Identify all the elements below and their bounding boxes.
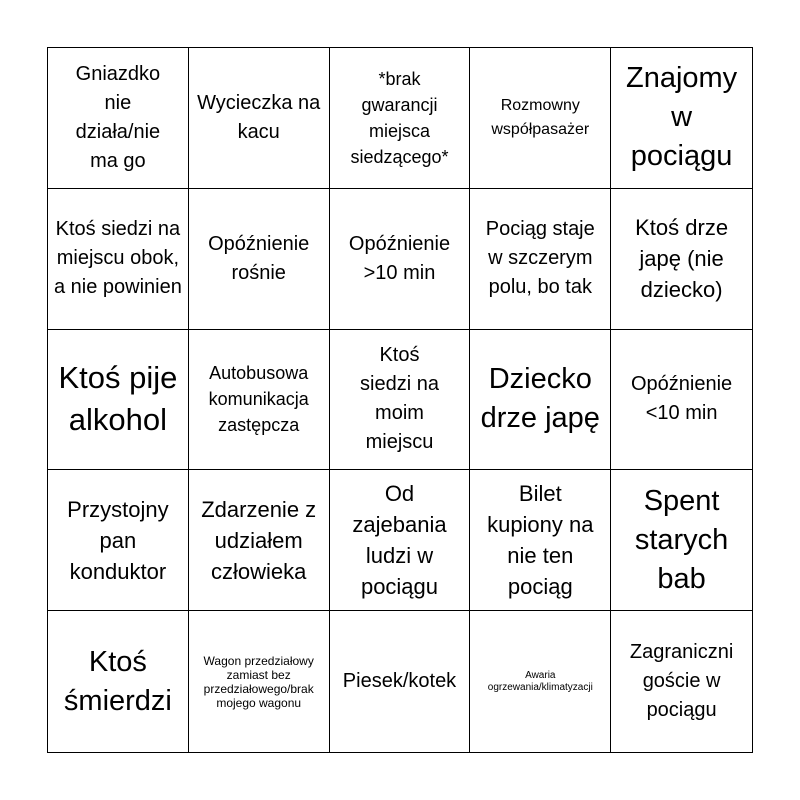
bingo-cell-text: Ktoś pije alkohol <box>58 360 178 438</box>
bingo-cell[interactable] <box>470 470 611 611</box>
bingo-cell[interactable] <box>189 189 330 330</box>
bingo-cell[interactable] <box>611 330 752 471</box>
bingo-cell[interactable] <box>48 330 189 471</box>
bingo-cell-text: *brak gwarancji miejsca siedzącego* <box>350 68 449 167</box>
bingo-cell-text: Opóźnienie >10 min <box>348 232 451 284</box>
bingo-cell[interactable] <box>330 611 471 752</box>
bingo-cell-text: Pociąg staje w szczerym polu, bo tak <box>485 218 595 299</box>
bingo-cell-text: Wycieczka na kacu <box>197 91 321 143</box>
bingo-cell[interactable] <box>611 470 752 611</box>
bingo-cell-text: Opóźnienie rośnie <box>208 232 310 284</box>
bingo-board <box>47 47 753 753</box>
bingo-cell-text: Zdarzenie z udziałem człowieka <box>201 496 317 584</box>
bingo-cell-text: Piesek/kotek <box>342 670 457 693</box>
bingo-cell[interactable] <box>470 611 611 752</box>
bingo-cell[interactable] <box>330 330 471 471</box>
bingo-cell-text: Ktoś śmierdzi <box>63 645 172 717</box>
bingo-cell[interactable] <box>470 330 611 471</box>
bingo-cell-text: Dziecko drze japę <box>480 363 600 435</box>
bingo-cell[interactable] <box>470 48 611 189</box>
bingo-cell-text: Ktoś siedzi na moim miejscu <box>360 344 439 454</box>
bingo-cell[interactable] <box>48 470 189 611</box>
bingo-cell-text: Od zajebania ludzi w pociągu <box>352 481 447 600</box>
bingo-cell-text: Gniazdko nie działa/nie ma go <box>75 62 161 172</box>
bingo-cell[interactable] <box>189 470 330 611</box>
bingo-cell[interactable] <box>48 189 189 330</box>
bingo-cell-text: Wagon przedziałowy zamiast bez przedziałowego/brak mojego wagonu <box>203 653 314 710</box>
bingo-cell-text: Bilet kupiony na nie ten pociąg <box>487 481 594 600</box>
bingo-cell-text: Awaria ogrzewania/klimatyzacji <box>487 669 593 693</box>
bingo-cell-text: Przystojny pan konduktor <box>67 496 169 584</box>
bingo-cell-text: Spent starych bab <box>634 484 729 595</box>
bingo-cell[interactable] <box>330 189 471 330</box>
bingo-cell[interactable] <box>189 611 330 752</box>
bingo-cell-text: Ktoś drze japę (nie dziecko) <box>635 215 729 303</box>
bingo-cell[interactable] <box>611 189 752 330</box>
bingo-cell-text: Zagraniczni goście w pociągu <box>629 641 734 722</box>
bingo-cell[interactable] <box>189 330 330 471</box>
bingo-cell-text: Autobusowa komunikacja zastępcza <box>208 363 309 436</box>
bingo-cell[interactable] <box>611 48 752 189</box>
bingo-cell[interactable] <box>330 48 471 189</box>
bingo-cell[interactable] <box>611 611 752 752</box>
bingo-cell-text: Ktoś siedzi na miejscu obok, a nie powinien <box>53 218 182 299</box>
bingo-cell[interactable] <box>470 189 611 330</box>
bingo-cell[interactable] <box>48 611 189 752</box>
bingo-cell-text: Znajomy w pociągu <box>625 62 738 173</box>
bingo-cell[interactable] <box>48 48 189 189</box>
bingo-cell-text: Rozmowny współpasażer <box>491 96 590 138</box>
bingo-cell[interactable] <box>189 48 330 189</box>
bingo-cell[interactable] <box>330 470 471 611</box>
bingo-cell-text: Opóźnienie <10 min <box>631 373 733 425</box>
